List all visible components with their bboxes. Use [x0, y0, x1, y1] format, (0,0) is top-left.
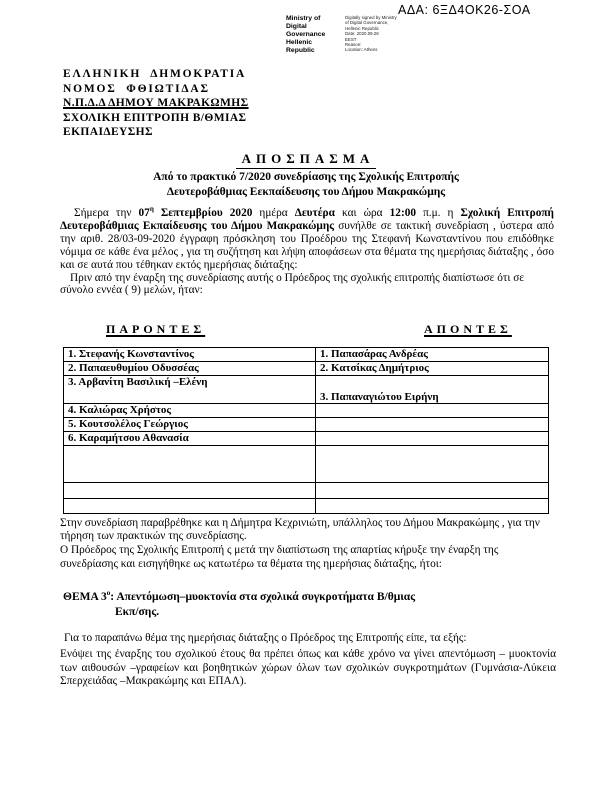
attendance-row: [64, 418, 549, 432]
statement-paragraph: Ενόψει της έναρξης του σχολικού έτους θα πρέπει όπως και κάθε χρόνο να γίνει απεντόμωση – μυοκτονία των αιθουσών –γραφείων και βοηθητικών χώρων όλων των σχολικών συγκροτημάτων (Γυμνάσια-Λύκεια Σπερχειάδας –Μακρακώμης και ΕΠΑΛ).: [60, 648, 556, 688]
absent-cell: [316, 499, 549, 514]
text-segment: και ώρα: [334, 207, 390, 219]
topic-heading-line1: [63, 590, 553, 605]
topic-heading: [63, 590, 553, 619]
quorum-paragraph: Πριν από την έναρξη της συνεδρίασης αυτής ο Πρόεδρος της σχολικής επιτροπής διαπίστωσε ότι σε σύνολο εννέα ( 9) μελών, ήταν:: [60, 271, 525, 297]
absent-cell: [316, 432, 549, 446]
attendance-row: [64, 446, 549, 483]
attendance-row: [64, 376, 549, 404]
attendance-row: [64, 499, 549, 514]
text-segment: : Απεντόμωση–μυοκτονία στα σχολικά συγκροτήματα Β/θμιας: [110, 591, 416, 603]
secretary-note: Στην συνεδρίαση παραβρέθηκε και η Δήμητρα Κεχρινιώτη, υπάλληλος του Δήμου Μακρακώμης , για την τήρηση των πρακτικών της συνεδρίασης.: [60, 517, 540, 543]
attendance-table: [63, 347, 549, 514]
after-table-section: [60, 517, 556, 571]
chairman-note: Ο Πρόεδρος της Σχολικής Επιτροπή ς μετά την διαπίστωση της απαρτίας κήρυξε την έναρξη της συνεδρίασης και εισηγήθηκε ως κατωτέρω τα θέματα της ημερήσιας διάταξης, ήτοι:: [60, 544, 499, 570]
text-line: Governance: [286, 31, 326, 38]
text-segment: ημέρα: [259, 207, 295, 219]
topic-heading-line2: Εκπ/σης.: [115, 605, 160, 618]
text-line: Hellenic Republic: [345, 25, 379, 31]
intro-section: [60, 207, 554, 297]
text-segment: Σχολική Επιτροπή Δευτεροβάθμιας Εκπαίδευσης του Δήμου Μακρακώμης: [60, 207, 554, 232]
absent-cell: [316, 418, 549, 432]
present-cell: 2. Παπαευθυμίου Οδυσσέας: [64, 362, 316, 376]
text-line: ΝΟΜΟΣ ΦΘΙΩΤΙΔΑΣ: [63, 82, 210, 95]
stamp-signature-details: [345, 15, 407, 55]
text-line: Digitally signed by Ministry: [345, 15, 397, 20]
text-segment: η: [149, 205, 154, 214]
text-segment: 07: [138, 207, 150, 219]
attendance-row: [64, 432, 549, 446]
stamp-org-name: [286, 15, 340, 55]
text-line: Hellenic Republic: [286, 39, 315, 54]
text-segment: Σήμερα την: [74, 207, 139, 219]
text-line: of Digital Governance,: [345, 20, 389, 26]
ada-code: ΑΔΑ: 6ΞΔ4ΟΚ26-ΣΟΑ: [398, 3, 531, 17]
document-title: ΑΠΟΣΠΑΣΜΑ: [236, 151, 377, 169]
attendance-table-body: [64, 348, 549, 514]
absent-cell: 1. Παπασάρας Ανδρέας: [316, 348, 549, 362]
absent-cell: [316, 483, 549, 499]
text-segment: Δευτέρα: [294, 207, 335, 219]
absent-header: ΑΠΟΝΤΕΣ: [424, 322, 512, 336]
present-cell: 5. Κουτσολέλος Γεώργιος: [64, 418, 316, 432]
present-cell: 1. Στεφανής Κωνσταντίνος: [64, 348, 316, 362]
text-line: Reason:: [345, 42, 362, 48]
title-block: [0, 150, 612, 199]
text-line: Ministry of Digital: [286, 15, 321, 30]
text-segment: συνήλθε σε τακτική συνεδρίαση , ύστερα από την αριθ. 28/03-09-2020 έγγραφη πρόσκληση του Προέδρου της Στεφανή Κωνσταντίνου που επιδόθηκε νόμιμα σε κάθε ένα μέλος , για τη συζήτηση και λήψη αποφάσεων στα θέματα της ημερήσιας διάταξης , όσο και σε αυτά που τέθηκαν εκτός ημερήσιας διάταξης:: [60, 219, 554, 271]
text-segment: ΘΕΜΑ 3: [63, 591, 107, 603]
closing-section: [60, 632, 556, 689]
text-segment: Σεπτεμβρίου 2020: [153, 207, 260, 219]
digital-signature-stamp: [286, 15, 407, 55]
text-segment: 12:00: [389, 207, 417, 219]
text-line: ΕΛΛΗΝΙΚΗ ΔΗΜΟΚΡΑΤΙΑ: [63, 68, 247, 80]
text-line: Ν.Π.Δ.Δ ΔΗΜΟΥ ΜΑΚΡΑΚΩΜΗΣ: [63, 97, 249, 110]
text-line: Date: 2020.09.28: [345, 31, 379, 37]
absent-cell: 2. Κατσίκας Δημήτριος: [316, 362, 549, 376]
present-cell: 3. Αρβανίτη Βασιλική –Ελένη: [64, 376, 316, 404]
text-line: Location: Athens: [345, 47, 378, 53]
absent-cell: 3. Παπαναγιώτου Ειρήνη: [316, 376, 549, 404]
title-subline-2: Δευτεροβάθμιας Εεκπαίδευσης του Δήμου Μακρακώμης: [166, 186, 446, 199]
present-cell: 4. Καλιώρας Χρήστος: [64, 404, 316, 418]
attendance-row: [64, 404, 549, 418]
title-subline-1: Από το πρακτικό 7/2020 συνεδρίασης της Σχολικής Επιτροπής: [153, 171, 459, 183]
present-cell: [64, 483, 316, 499]
attendance-row: [64, 362, 549, 376]
text-line: ΣΧΟΛΙΚΗ ΕΠΙΤΡΟΠΗ Β/ΘΜΙΑΣ: [63, 111, 247, 124]
intro-paragraph: [60, 207, 554, 272]
lead-in-paragraph: Για το παραπάνω θέμα της ημερήσιας διάταξης ο Πρόεδρος της Επιτροπής είπε, τα εξής:: [64, 632, 467, 644]
text-segment: ο: [106, 589, 111, 598]
present-cell: [64, 446, 316, 483]
text-line: ΕΚΠΑΙΔΕΥΣΗΣ: [63, 126, 153, 139]
attendance-row: [64, 348, 549, 362]
absent-cell: [316, 404, 549, 418]
present-cell: [64, 499, 316, 514]
organization-header: [63, 67, 249, 140]
present-cell: 6. Καραμήτσου Αθανασία: [64, 432, 316, 446]
attendance-row: [64, 483, 549, 499]
absent-cell: [316, 446, 549, 483]
present-header: ΠΑΡΟΝΤΕΣ: [106, 322, 206, 336]
text-segment: π.μ. η: [416, 207, 461, 219]
text-line: EEST: [345, 36, 357, 42]
